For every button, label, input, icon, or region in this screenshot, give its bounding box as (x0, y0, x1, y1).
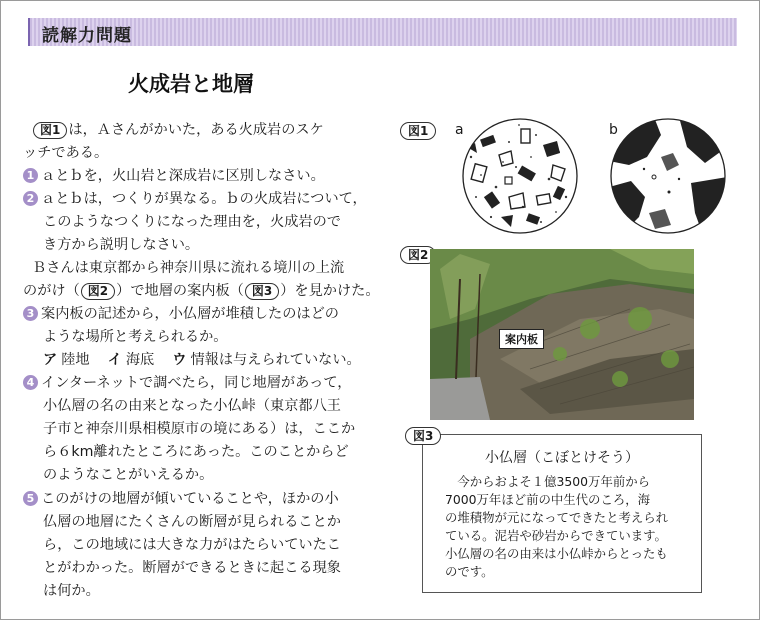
question-4: 4 インターネットで調べたら，同じ地層があって， 小仏層の名の由来となった小仏峠（東京都八王 子市と神奈川県相模原市の境にある）は，ここか ら６km離れたところにあった。このことからど のようなことがいえるか。 (23, 372, 368, 487)
question-5: 5 このがけの地層が傾いていることや，ほかの小 仏層の地層にたくさんの断層が見られることか ら，この地域には大きな力がはたらいていたこ とがわかった。断層ができるときに起こる現象 は何か。 (23, 488, 368, 603)
question-2: 2 ａとｂは，つくりが異なる。ｂの火成岩について， このようなつくりになった理由を，火成岩ので き方から説明しなさい。 (23, 188, 368, 257)
figure-1-label-a: a (455, 122, 464, 138)
signboard-box (413, 429, 702, 593)
passage-text: Ｂさんは東京都から神奈川県に流れる境川の上流 のがけ（ 図2 ）で地層の案内板（ 図3 ）を見かけた。 (23, 260, 380, 299)
figure-1-label-b: b (609, 122, 618, 138)
question-3: 3 案内板の記述から，小仏層が堆積したのはどの ような場所と考えられるか。 ア 陸地 イ 海底 ウ 情報は与えられていない。 (23, 303, 368, 372)
figure-1-tag: 図1 (400, 122, 436, 140)
rock-sketch-a (461, 117, 579, 235)
answer-options: ア 陸地 イ 海底 ウ 情報は与えられていない。 (43, 352, 361, 368)
question-number-badge: 4 (23, 375, 38, 390)
signboard-callout: 案内板 (499, 329, 544, 349)
question-number-badge: 1 (23, 168, 38, 183)
page-title: 火成岩と地層 (128, 72, 254, 96)
figure-ref-tag: 図2 (81, 283, 115, 300)
section-header-label: 読解力問題 (42, 26, 132, 46)
figure-2-tag: 図2 (400, 246, 436, 264)
signboard-title: 小仏層（こぼとけそう） (485, 450, 639, 466)
rock-sketch-b (609, 117, 727, 235)
question-number-badge: 3 (23, 306, 38, 321)
figure-ref-tag: 図1 (33, 122, 67, 139)
figure-ref-tag: 図3 (245, 283, 279, 300)
question-number-badge: 5 (23, 491, 38, 506)
figure-3-tag: 図3 (405, 427, 441, 445)
cliff-photo (430, 249, 694, 420)
signboard-body: 今からおよそ１億3500万年前から 7000万年ほど前の中生代のころ，海 の堆積物が元になってできたと考えられ ている。泥岩や砂岩からできています。 小仏層の名の由来は小仏峠からとったも のです。 (445, 474, 669, 579)
intro-text: 図1 は，Ａさんがかいた，ある火成岩のスケ ッチである。 (23, 122, 324, 161)
question-number-badge: 2 (23, 191, 38, 206)
question-1: 1 ａとｂを，火山岩と深成岩に区別しなさい。 (23, 165, 368, 188)
section-header (28, 18, 737, 46)
